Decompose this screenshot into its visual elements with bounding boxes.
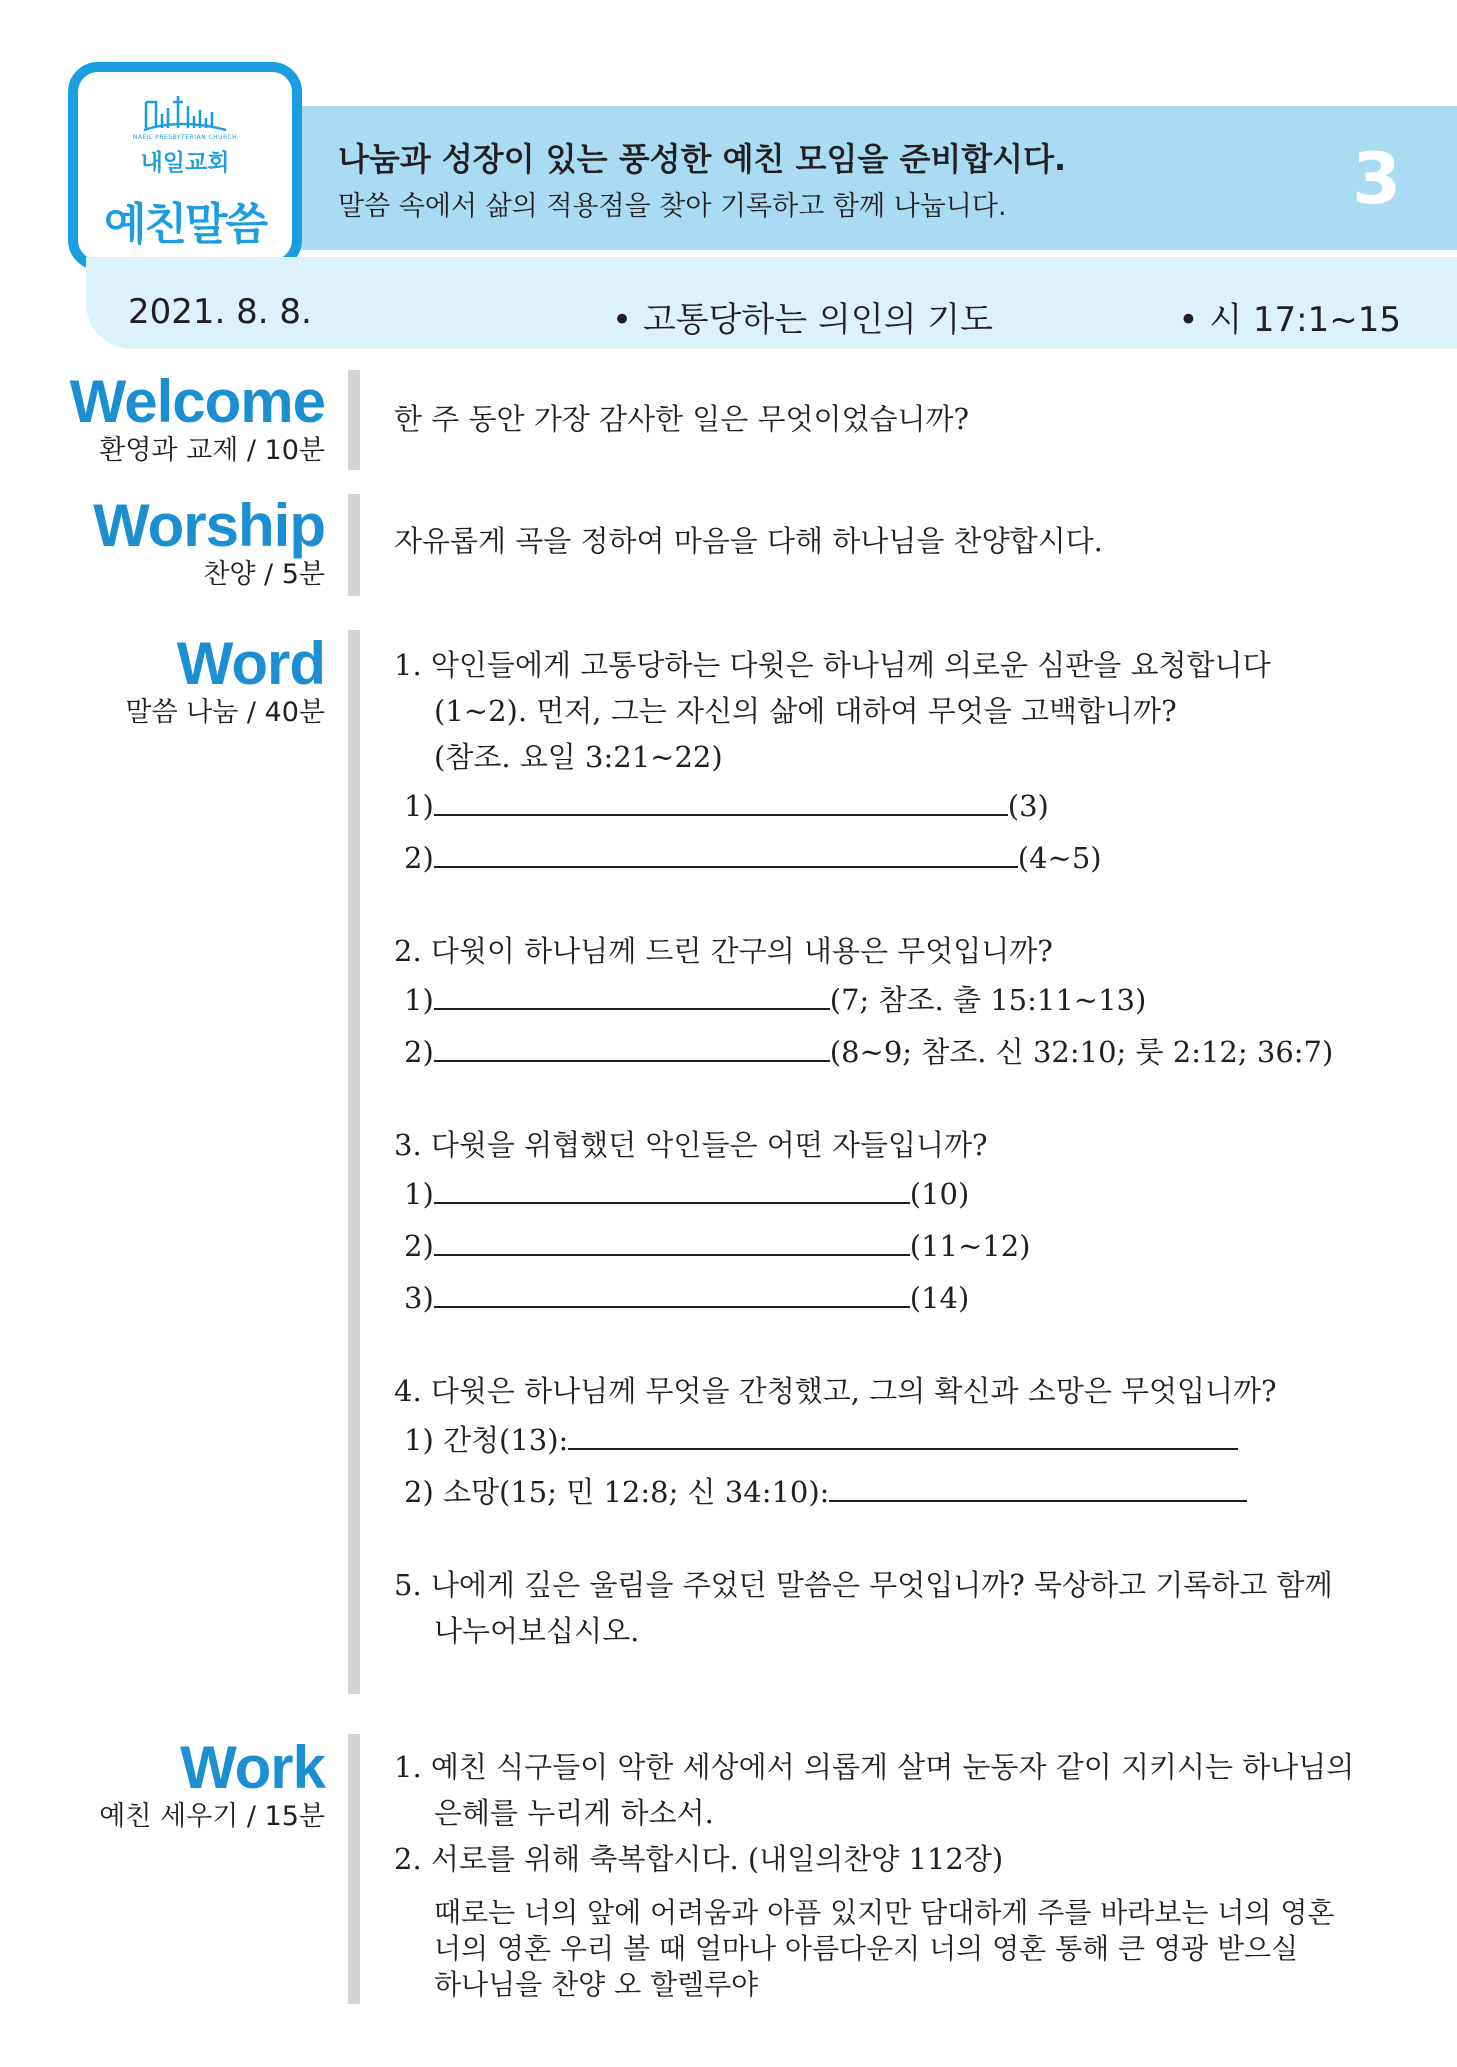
answer-blank[interactable] — [434, 980, 830, 1010]
question-5-line-1: 5. 나에게 깊은 울림을 주었던 말씀은 무엇입니까? 묵상하고 기록하고 함께 — [394, 1568, 1333, 1602]
question-3-answer-2 — [404, 1226, 1031, 1263]
welcome-heading — [69, 368, 325, 468]
answer-reference: (10) — [909, 1177, 970, 1211]
answer-blank[interactable] — [434, 1278, 910, 1308]
answer-reference: (8~9; 참조. 신 32:10; 룻 2:12; 36:7) — [829, 1035, 1334, 1069]
word-subtitle: 말씀 나눔 / 40분 — [125, 697, 325, 728]
scripture-reference: • 시 17:1~15 — [1178, 300, 1401, 340]
answer-reference: (7; 참조. 출 15:11~13) — [829, 983, 1147, 1017]
question-1-answer-1 — [404, 786, 1049, 823]
work-title: Work — [180, 1734, 325, 1801]
work-item-1-line-1: 1. 예친 식구들이 악한 세상에서 의롭게 살며 눈동자 같이 지키시는 하나님의 — [394, 1750, 1355, 1784]
answer-blank[interactable] — [434, 1226, 910, 1256]
question-4-answer-1 — [404, 1420, 1238, 1457]
church-name: 내일교회 — [140, 150, 230, 176]
worship-heading — [93, 492, 325, 592]
question-3-answer-1 — [404, 1174, 969, 1211]
worship-divider — [348, 494, 360, 596]
song-lyrics-line-2: 너의 영혼 우리 볼 때 얼마나 아름다운지 너의 영혼 통해 큰 영광 받으실 — [434, 1932, 1299, 1965]
word-divider — [348, 630, 360, 1694]
answer-number: 2) — [404, 1035, 434, 1069]
work-subtitle: 예친 세우기 / 15분 — [99, 1801, 325, 1832]
question-3-line-1: 3. 다윗을 위협했던 악인들은 어떤 자들입니까? — [394, 1128, 988, 1162]
answer-blank[interactable] — [829, 1472, 1247, 1502]
question-1-line-3: (참조. 요일 3:21~22) — [434, 740, 723, 774]
answer-reference: (11~12) — [909, 1229, 1031, 1263]
church-logo — [68, 62, 302, 270]
song-lyrics-line-1: 때로는 너의 앞에 어려움과 아픔 있지만 담대하게 주를 바라보는 너의 영혼 — [434, 1896, 1335, 1929]
answer-number: 3) — [404, 1281, 434, 1315]
answer-blank[interactable] — [434, 786, 1008, 816]
date: 2021. 8. 8. — [128, 292, 312, 332]
answer-blank[interactable] — [434, 1174, 910, 1204]
logo-title: 예친말씀 — [103, 199, 266, 250]
question-2-line-1: 2. 다윗이 하나님께 드린 간구의 내용은 무엇입니까? — [394, 934, 1053, 968]
answer-number: 1) — [404, 983, 434, 1017]
question-1-answer-2 — [404, 838, 1102, 875]
header-title: 나눔과 성장이 있는 풍성한 예친 모임을 준비합시다. — [338, 140, 1067, 178]
word-heading — [125, 630, 325, 730]
church-english-name: NAEIL PRESBYTERIAN CHURCH — [132, 134, 238, 141]
answer-blank[interactable] — [434, 838, 1018, 868]
answer-number: 2) — [404, 1229, 434, 1263]
answer-number: 2) — [404, 841, 434, 875]
welcome-title: Welcome — [69, 368, 325, 435]
answer-reference: (14) — [909, 1281, 970, 1315]
question-3-answer-3 — [404, 1278, 969, 1315]
word-title: Word — [176, 630, 325, 697]
answer-blank[interactable] — [434, 1032, 830, 1062]
church-skyline-icon — [142, 92, 228, 136]
question-5-line-2: 나누어보십시오. — [434, 1614, 640, 1648]
work-item-1-line-2: 은혜를 누리게 하소서. — [434, 1796, 714, 1830]
song-lyrics-line-3: 하나님을 찬양 오 할렐루야 — [434, 1968, 759, 2001]
question-2-answer-2 — [404, 1032, 1333, 1069]
worship-subtitle: 찬양 / 5분 — [203, 559, 325, 590]
question-2-answer-1 — [404, 980, 1146, 1017]
answer-number: 1) — [404, 1177, 434, 1211]
header-subtitle: 말씀 속에서 삶의 적용점을 찾아 기록하고 함께 나눕니다. — [338, 191, 1007, 222]
question-4-answer-2 — [404, 1472, 1247, 1509]
work-divider — [348, 1734, 360, 2004]
sermon-title: • 고통당하는 의인의 기도 — [612, 300, 993, 340]
work-heading — [99, 1734, 325, 1834]
page-number: 3 — [1352, 138, 1401, 220]
answer-blank[interactable] — [568, 1420, 1238, 1450]
answer-label: 1) 간청(13): — [404, 1423, 569, 1457]
question-4-line-1: 4. 다윗은 하나님께 무엇을 간청했고, 그의 확신과 소망은 무엇입니까? — [394, 1374, 1277, 1408]
question-1-line-2: (1~2). 먼저, 그는 자신의 삶에 대하여 무엇을 고백합니까? — [434, 694, 1177, 728]
welcome-question: 한 주 동안 가장 감사한 일은 무엇이었습니까? — [394, 402, 970, 436]
answer-reference: (3) — [1007, 789, 1049, 823]
worship-text: 자유롭게 곡을 정하여 마음을 다해 하나님을 찬양합시다. — [394, 524, 1103, 558]
work-item-2: 2. 서로를 위해 축복합시다. (내일의찬양 112장) — [394, 1842, 1004, 1876]
answer-label: 2) 소망(15; 민 12:8; 신 34:10): — [404, 1475, 830, 1509]
worship-title: Worship — [93, 492, 325, 559]
answer-number: 1) — [404, 789, 434, 823]
welcome-divider — [348, 370, 360, 470]
question-1-line-1: 1. 악인들에게 고통당하는 다윗은 하나님께 의로운 심판을 요청합니다 — [394, 648, 1271, 682]
welcome-subtitle: 환영과 교제 / 10분 — [99, 435, 325, 466]
answer-reference: (4~5) — [1017, 841, 1102, 875]
